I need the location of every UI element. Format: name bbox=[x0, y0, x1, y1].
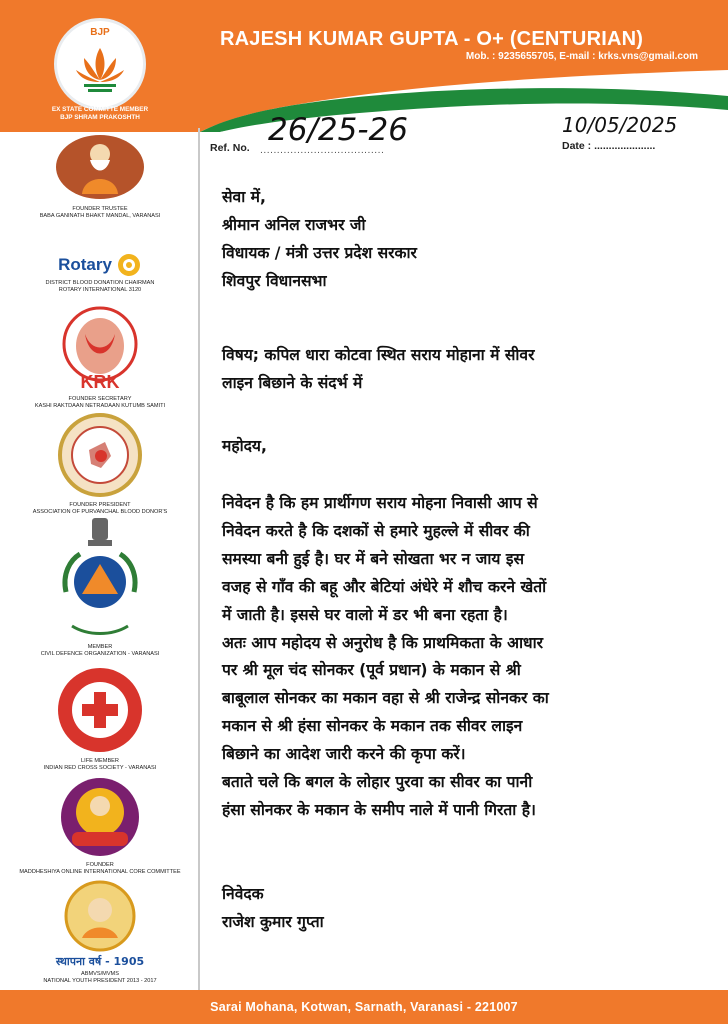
blood-donors-seal-icon bbox=[57, 412, 143, 498]
sidebar-org-krk: KRK FOUNDER SECRETARY KASHI RAKTDAAN NETRADAAN KUTUMB SAMITI bbox=[0, 304, 200, 409]
sidebar-org-red-cross: LIFE MEMBER INDIAN RED CROSS SOCIETY - VARANASI bbox=[0, 666, 200, 771]
letter-body: निवेदन है कि हम प्रार्थीगण सराय मोहना निवासी आप से निवेदन करते है कि दशकों से हमारे मुहल्ले में सीवर की समस्या बनी हुई है। घर में बने सोखता भर न जाय इस वजह से गाँव की बहू और बेटियां अंधेरे में शौच करने खेतों में जाती है। इससे घर वालो में डर भी बना रहता है। अतः आप महोदय से अनुरोध है कि प्राथमिकता के आधार पर श्री मूल चंद सोनकर (पूर्व प्रधान) के मकान से श्री बाबूलाल सोनकर का मकान वहा से श्री राजेन्द्र सोनकर का मकान से श्री हंसा सोनकर के मकान तक सीवर लाइन बिछाने का आदेश जारी करने की कृपा करें। बताते चले कि बगल के लोहार पुरवा का सीवर का पानी हंसा सोनकर के मकान के समीप नाले में पानी गिरता है। bbox=[222, 494, 549, 819]
date-value: 10/05/2025 bbox=[562, 113, 678, 137]
sidebar-org-rotary: Rotary DISTRICT BLOOD DONATION CHAIRMAN ROTARY INTERNATIONAL 3120 bbox=[0, 250, 200, 293]
greeting: महोदय, bbox=[222, 437, 267, 455]
krk-emblem-icon bbox=[55, 304, 145, 394]
bjp-logo bbox=[54, 18, 146, 110]
sidebar-org-purvanchal-blood-donors: FOUNDER PRESIDENT ASSOCIATION OF PURVANCHAL BLOOD DONOR'S bbox=[0, 412, 200, 515]
date-label: Date : ..................... bbox=[562, 140, 656, 152]
footer-bar bbox=[0, 990, 728, 1024]
salutation-block: सेवा में, श्रीमान अनिल राजभर जी विधायक / मंत्री उत्तर प्रदेश सरकार शिवपुर विधानसभा bbox=[222, 188, 417, 290]
bjp-logo-text: BJP bbox=[90, 27, 110, 38]
lotus-icon bbox=[70, 40, 130, 100]
footer-address: Sarai Mohana, Kotwan, Sarnath, Varanasi - 221007 bbox=[210, 1000, 518, 1014]
established-year: स्थापना वर्ष - 1905 bbox=[55, 955, 145, 968]
signatory-name: राजेश कुमार गुप्ता bbox=[222, 913, 324, 931]
abmvs-emblem-icon bbox=[62, 880, 138, 952]
civil-defence-emblem-icon bbox=[52, 514, 148, 646]
red-cross-icon bbox=[55, 666, 145, 754]
ref-number-value: 26/25-26 bbox=[268, 112, 408, 148]
saint-portrait-icon bbox=[54, 134, 146, 200]
sidebar-org-abmvs: स्थापना वर्ष - 1905 ABMVS/MVMS NATIONAL YOUTH PRESIDENT 2013 - 2017 bbox=[0, 880, 200, 984]
sidebar-org-maddheshiya: FOUNDER MADDHESHIYA ONLINE INTERNATIONAL CORE COMMITTEE bbox=[0, 776, 200, 875]
krk-logo-text: KRK bbox=[80, 372, 120, 392]
subject-block: विषय; कपिल धारा कोटवा स्थित सराय मोहाना में सीवर लाइन बिछाने के संदर्भ में bbox=[222, 346, 535, 392]
ref-number-dots: ..................................... bbox=[260, 146, 385, 156]
sidebar-org-baba-ganinath: FOUNDER TRUSTEE BABA GANINATH BHAKT MANDAL, VARANASI bbox=[0, 134, 200, 219]
sidebar-org-civil-defence: MEMBER CIVIL DEFENCE ORGANIZATION - VARANASI bbox=[0, 514, 200, 657]
rotary-wordmark: Rotary bbox=[58, 255, 112, 274]
maddheshiya-samaj-emblem-icon bbox=[54, 776, 146, 858]
letterhead-name: RAJESH KUMAR GUPTA - O+ (CENTURIAN) bbox=[220, 28, 644, 50]
ref-number-label: Ref. No. bbox=[210, 142, 250, 154]
closing-block bbox=[222, 880, 324, 936]
closing: निवेदक bbox=[222, 885, 264, 903]
rotary-wheel-icon bbox=[116, 252, 142, 278]
letterhead-contact: Mob. : 9235655705, E-mail : krks.vns@gmail.com bbox=[465, 51, 698, 62]
ex-state-caption: EX STATE COMMITTE MEMBER BJP SHRAM PRAKOSHTH bbox=[51, 106, 149, 121]
